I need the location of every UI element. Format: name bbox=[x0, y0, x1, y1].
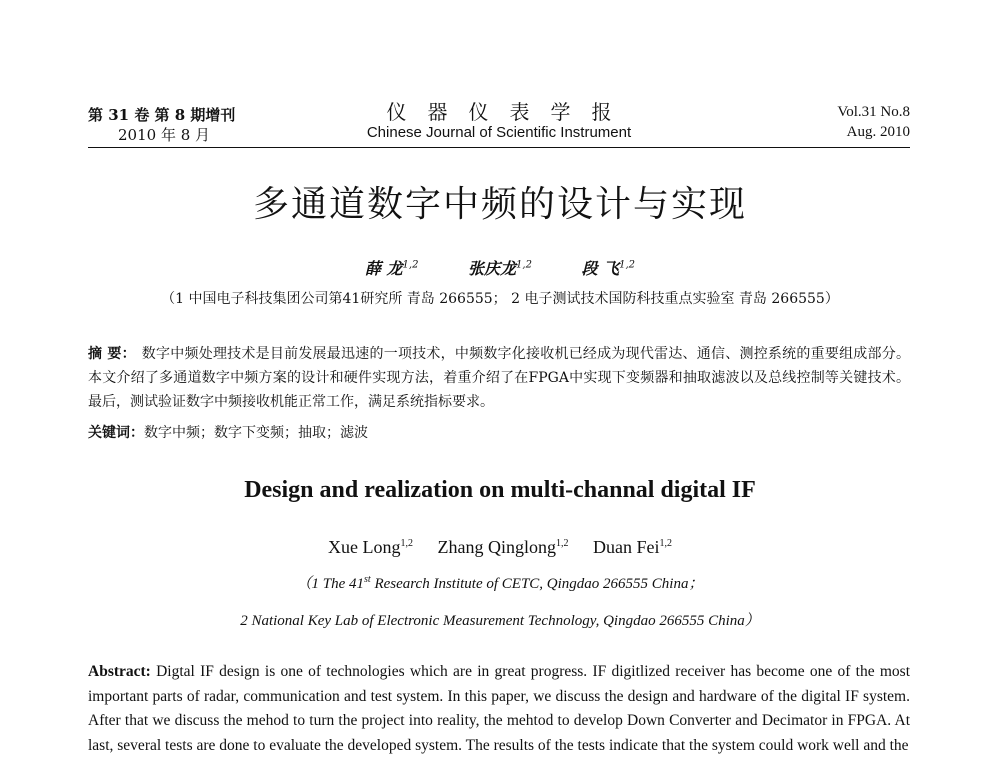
abstract-cn-text: 数字中频处理技术是目前发展最迅速的一项技术，中频数字化接收机已经成为现代雷达、通信、测控系统的重要组成部分。本文介绍了多通道数字中频方案的设计和硬件实现方法，着重介绍了在FPGA中实现下变频器和抽取滤波以及总线控制等关键技术。最后，测试验证数字中频接收机能正常工作，满足系统指标要求。 bbox=[88, 346, 910, 410]
abstract-en-label: Abstract: bbox=[88, 663, 151, 680]
abstract-en-text: Digtal IF design is one of technologies which are in great progress. IF digitlized receiver has become one of the most important parts of radar, communication and test system. In this paper, we discuss the design and hardware of the digital IF system. After that we discuss the mehod to turn the project into reality, the mehtod to develop Down Converter and Decimator in FPGA. At last, several tests are done to evaluate the developed system. The results of the tests indicate that the system could work well and the bbox=[88, 663, 911, 754]
affiliation-en-1: （1 The 41st Research Institute of CETC, Qingdao 266555 China； bbox=[296, 574, 704, 592]
keywords-cn bbox=[88, 422, 910, 442]
abstract-en bbox=[88, 660, 910, 758]
author-cn-2: 张庆龙$^{1,2}$ bbox=[468, 259, 532, 278]
authors-en bbox=[0, 537, 1000, 558]
paper-title-en: Design and realization on multi-channal digital IF bbox=[244, 477, 756, 503]
affiliation-cn: （1 中国电子科技集团公司第41研究所 青岛 266555； 2 电子测试技术国防科技重点实验室 青岛 266555） bbox=[161, 291, 839, 307]
header-rule bbox=[88, 147, 910, 148]
running-header bbox=[88, 96, 910, 148]
author-en-1: Xue Long$^{1,2}$ bbox=[328, 537, 413, 557]
authors-cn bbox=[0, 256, 1000, 279]
author-en-3: Duan Fei$^{1,2}$ bbox=[592, 537, 672, 557]
date-en: Aug. 2010 bbox=[846, 124, 910, 140]
keywords-cn-label: 关键词： bbox=[88, 425, 144, 441]
journal-name-en: Chinese Journal of Scientific Instrument bbox=[366, 124, 632, 141]
affiliation-en-2: 2 National Key Lab of Electronic Measurement Technology, Qingdao 266555 China） bbox=[240, 613, 760, 629]
volume-issue-cn: 第 31 卷 第 8 期增刊 bbox=[88, 106, 236, 124]
abstract-cn bbox=[88, 342, 910, 414]
keywords-cn-text: 数字中频；数字下变频；抽取；滤波 bbox=[144, 425, 368, 441]
author-en-2: Zhang Qinglong$^{1,2}$ bbox=[437, 537, 569, 557]
paper-title-cn: 多通道数字中频的设计与实现 bbox=[252, 184, 747, 225]
author-cn-1: 薛 龙$^{1,2}$ bbox=[364, 259, 419, 278]
abstract-cn-label: 摘 要： bbox=[88, 346, 136, 362]
author-cn-3: 段 飞$^{1,2}$ bbox=[581, 259, 636, 278]
journal-name-cn: 仪器仪表学报 bbox=[386, 100, 633, 124]
date-cn: 2010 年 8 月 bbox=[118, 126, 211, 144]
volume-issue-en: Vol.31 No.8 bbox=[837, 104, 910, 120]
